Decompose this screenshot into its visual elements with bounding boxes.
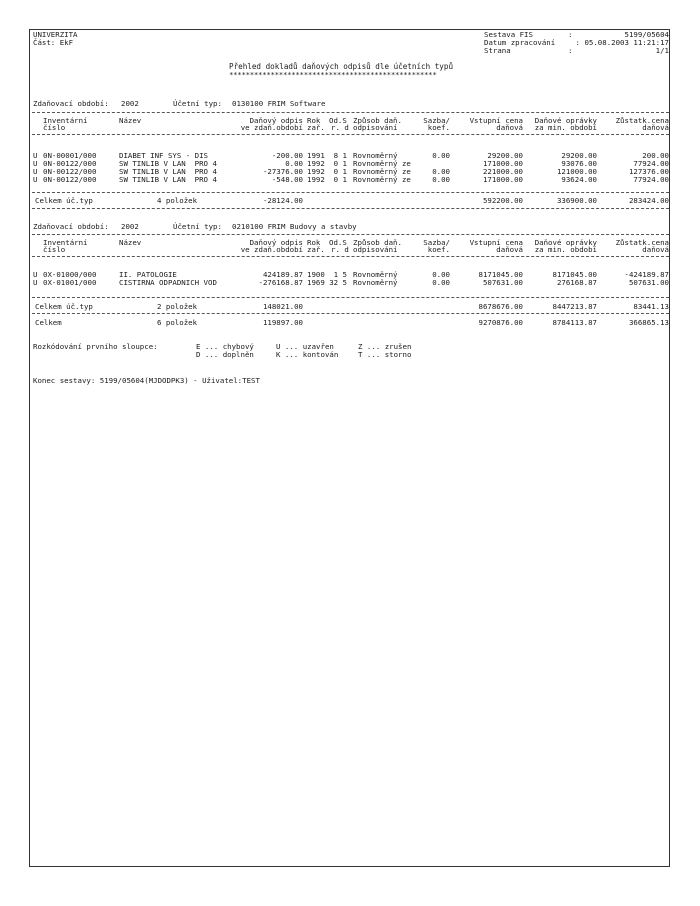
total-odpis: 148021.00 bbox=[262, 302, 303, 311]
row-rok: 1992 bbox=[307, 159, 325, 168]
col-inv: Inventární bbox=[43, 116, 88, 125]
col-zust: Zůstatk.cena bbox=[615, 238, 669, 247]
total-opr: 336900.00 bbox=[556, 196, 597, 205]
col-inv: Inventární bbox=[43, 238, 88, 247]
row-sazba: 0.00 bbox=[432, 278, 450, 287]
total-opr: 8447213.87 bbox=[552, 302, 597, 311]
row-name: CISTIRNA ODPADNICH VOD bbox=[119, 278, 217, 287]
row-zust: 127376.00 bbox=[628, 167, 669, 176]
legend-item: E ... chybový bbox=[196, 342, 254, 351]
row-rok: 1992 bbox=[307, 175, 325, 184]
row-opr: 276168.87 bbox=[556, 278, 597, 287]
report-label: Sestava FIS bbox=[484, 30, 533, 39]
date-value: : 05.08.2003 11:21:17 bbox=[575, 38, 669, 47]
legend-item: K ... kontován bbox=[276, 350, 339, 359]
section2-header-bottom-rule bbox=[32, 256, 669, 257]
section2-end-rule bbox=[32, 313, 669, 314]
legend-item: T ... storno bbox=[358, 350, 412, 359]
section2-type-label: Účetní typ: bbox=[173, 222, 222, 231]
col-rok: Rok bbox=[307, 238, 321, 247]
col-od2: r. d bbox=[331, 123, 349, 132]
row-sazba: 0.00 bbox=[432, 167, 450, 176]
section1-header-top-rule bbox=[32, 112, 669, 113]
col-od2: r. d bbox=[331, 245, 349, 254]
row-name: SW TINLIB V LAN PRO 4 bbox=[119, 167, 217, 176]
report-number: 5199/05604 bbox=[624, 30, 669, 39]
row-zpusob: Rovnoměrný bbox=[353, 278, 398, 287]
row-zpusob: Rovnoměrný ze bbox=[353, 167, 411, 176]
row-name: DIABET INF SYS - DIS bbox=[119, 151, 208, 160]
org-name: UNIVERZITA bbox=[33, 30, 78, 39]
row-name: II. PATOLOGIE bbox=[119, 270, 177, 279]
section2-total-rule bbox=[32, 297, 669, 298]
col-opr: Daňové oprávky bbox=[534, 238, 597, 247]
col-zust2: daňová bbox=[642, 245, 669, 254]
row-inv: 0N-00122/000 bbox=[43, 167, 97, 176]
col-odpis2: ve zdaň.období bbox=[240, 245, 303, 254]
row-zpusob: Rovnoměrný ze bbox=[353, 159, 411, 168]
legend-item: D ... doplněn bbox=[196, 350, 254, 359]
grand-total-count: 6 položek bbox=[157, 318, 198, 327]
section1-type-value: 0130100 FRIM Software bbox=[232, 99, 326, 108]
row-flag: U bbox=[33, 175, 38, 184]
report-title: Přehled dokladů daňových odpisů dle účetních typů bbox=[229, 62, 454, 71]
row-vstup: 221000.00 bbox=[482, 167, 523, 176]
col-od: Od.S bbox=[329, 116, 347, 125]
row-od: 0 1 bbox=[333, 175, 347, 184]
col-sazba2: koef. bbox=[427, 123, 450, 132]
row-flag: U bbox=[33, 151, 38, 160]
row-opr: 93076.00 bbox=[561, 159, 597, 168]
col-odpis: Daňový odpis bbox=[249, 116, 303, 125]
col-inv2: číslo bbox=[43, 245, 66, 254]
row-inv: 0X-01001/000 bbox=[43, 278, 97, 287]
page-number: 1/1 bbox=[655, 46, 669, 55]
total-label: Celkem úč.typ bbox=[35, 302, 93, 311]
row-rok: 1991 bbox=[307, 151, 325, 160]
col-zust: Zůstatk.cena bbox=[615, 116, 669, 125]
col-opr: Daňové oprávky bbox=[534, 116, 597, 125]
grand-total-vstup: 9270876.00 bbox=[478, 318, 523, 327]
row-od: 8 1 bbox=[333, 151, 347, 160]
total-count: 4 položek bbox=[157, 196, 198, 205]
date-label: Datum zpracování bbox=[484, 38, 556, 47]
row-vstup: 171000.00 bbox=[482, 159, 523, 168]
row-inv: 0N-00122/000 bbox=[43, 159, 97, 168]
col-odpis2: ve zdaň.období bbox=[240, 123, 303, 132]
legend-item: U ... uzavřen bbox=[276, 342, 334, 351]
legend-item: Z ... zrušen bbox=[358, 342, 412, 351]
total-label: Celkem úč.typ bbox=[35, 196, 93, 205]
col-vstup: Vstupní cena bbox=[469, 238, 523, 247]
col-vstup: Vstupní cena bbox=[469, 116, 523, 125]
report-end-line: Konec sestavy: 5199/05604(MJDODPK3) - Uživatel:TEST bbox=[33, 376, 260, 385]
section1-period-label: Zdaňovací období: bbox=[33, 99, 109, 108]
row-inv: 0N-00001/000 bbox=[43, 151, 97, 160]
col-zpusob2: odpisování bbox=[353, 245, 398, 254]
col-od: Od.S bbox=[329, 238, 347, 247]
total-vstup: 8678676.00 bbox=[478, 302, 523, 311]
row-zust: 200.00 bbox=[642, 151, 669, 160]
col-inv2: číslo bbox=[43, 123, 66, 132]
row-opr: 121000.00 bbox=[556, 167, 597, 176]
section2-header-top-rule bbox=[32, 234, 669, 235]
grand-total-label: Celkem bbox=[35, 318, 62, 327]
row-opr: 8171045.00 bbox=[552, 270, 597, 279]
row-sazba: 0.00 bbox=[432, 151, 450, 160]
col-vstup2: daňová bbox=[496, 245, 523, 254]
report-colon: : bbox=[568, 30, 573, 39]
row-odpis: 0.00 bbox=[285, 159, 303, 168]
total-zust: 83441.13 bbox=[633, 302, 669, 311]
page-colon: : bbox=[568, 46, 573, 55]
col-opr2: za min. období bbox=[534, 123, 597, 132]
section2-period-label: Zdaňovací období: bbox=[33, 222, 109, 231]
col-odpis: Daňový odpis bbox=[249, 238, 303, 247]
row-od: 0 1 bbox=[333, 167, 347, 176]
row-odpis: -27376.00 bbox=[262, 167, 303, 176]
row-zust: 77924.00 bbox=[633, 159, 669, 168]
section1-end-rule bbox=[32, 208, 669, 209]
row-flag: U bbox=[33, 278, 38, 287]
row-sazba: 0.00 bbox=[432, 175, 450, 184]
page-label: Strana bbox=[484, 46, 511, 55]
row-flag: U bbox=[33, 167, 38, 176]
row-name: SW TINLIB V LAN PRO 4 bbox=[119, 175, 217, 184]
section2-type-value: 0210100 FRIM Budovy a stavby bbox=[232, 222, 357, 231]
col-rok: Rok bbox=[307, 116, 321, 125]
section1-total-rule bbox=[32, 192, 669, 193]
col-rok2: zař. bbox=[307, 123, 325, 132]
row-rok: 1992 bbox=[307, 167, 325, 176]
row-odpis: -200.00 bbox=[271, 151, 303, 160]
row-zust: 77924.00 bbox=[633, 175, 669, 184]
total-count: 2 položek bbox=[157, 302, 198, 311]
col-sazba: Sazba/ bbox=[423, 238, 450, 247]
row-vstup: 29200.00 bbox=[487, 151, 523, 160]
row-vstup: 507631.00 bbox=[482, 278, 523, 287]
row-zpusob: Rovnoměrný bbox=[353, 151, 398, 160]
row-od: 32 5 bbox=[329, 278, 347, 287]
col-name: Název bbox=[119, 116, 142, 125]
col-zpusob: Způsob daň. bbox=[353, 116, 402, 125]
row-vstup: 171000.00 bbox=[482, 175, 523, 184]
row-vstup: 8171045.00 bbox=[478, 270, 523, 279]
total-vstup: 592200.00 bbox=[482, 196, 523, 205]
row-opr: 29200.00 bbox=[561, 151, 597, 160]
col-opr2: za min. období bbox=[534, 245, 597, 254]
col-name: Název bbox=[119, 238, 142, 247]
row-od: 0 1 bbox=[333, 159, 347, 168]
col-zpusob2: odpisování bbox=[353, 123, 398, 132]
row-flag: U bbox=[33, 270, 38, 279]
row-zust: -424189.87 bbox=[624, 270, 669, 279]
org-part: Část: EkF bbox=[33, 38, 74, 47]
total-odpis: -28124.00 bbox=[262, 196, 303, 205]
row-rok: 1900 bbox=[307, 270, 325, 279]
row-od: 1 5 bbox=[333, 270, 347, 279]
title-underline: ************************************************** bbox=[229, 70, 437, 79]
section2-period-value: 2002 bbox=[121, 222, 139, 231]
row-opr: 93624.00 bbox=[561, 175, 597, 184]
row-odpis: 424189.87 bbox=[262, 270, 303, 279]
col-sazba2: koef. bbox=[427, 245, 450, 254]
col-zust2: daňová bbox=[642, 123, 669, 132]
row-odpis: -548.00 bbox=[271, 175, 303, 184]
row-zust: 507631.00 bbox=[628, 278, 669, 287]
section1-type-label: Účetní typ: bbox=[173, 99, 222, 108]
col-rok2: zař. bbox=[307, 245, 325, 254]
section1-period-value: 2002 bbox=[121, 99, 139, 108]
section1-header-bottom-rule bbox=[32, 134, 669, 135]
row-inv: 0X-01000/000 bbox=[43, 270, 97, 279]
row-flag: U bbox=[33, 159, 38, 168]
total-zust: 283424.00 bbox=[628, 196, 669, 205]
row-zpusob: Rovnoměrný ze bbox=[353, 175, 411, 184]
row-sazba: 0.00 bbox=[432, 270, 450, 279]
col-sazba: Sazba/ bbox=[423, 116, 450, 125]
row-inv: 0N-00122/000 bbox=[43, 175, 97, 184]
grand-total-zust: 366865.13 bbox=[628, 318, 669, 327]
row-name: SW TINLIB V LAN PRO 4 bbox=[119, 159, 217, 168]
grand-total-odpis: 119897.00 bbox=[262, 318, 303, 327]
row-zpusob: Rovnoměrný bbox=[353, 270, 398, 279]
row-rok: 1969 bbox=[307, 278, 325, 287]
col-zpusob: Způsob daň. bbox=[353, 238, 402, 247]
col-vstup2: daňová bbox=[496, 123, 523, 132]
legend-label: Rozkódování prvního sloupce: bbox=[33, 342, 158, 351]
row-odpis: -276168.87 bbox=[258, 278, 303, 287]
grand-total-opr: 8784113.87 bbox=[552, 318, 597, 327]
